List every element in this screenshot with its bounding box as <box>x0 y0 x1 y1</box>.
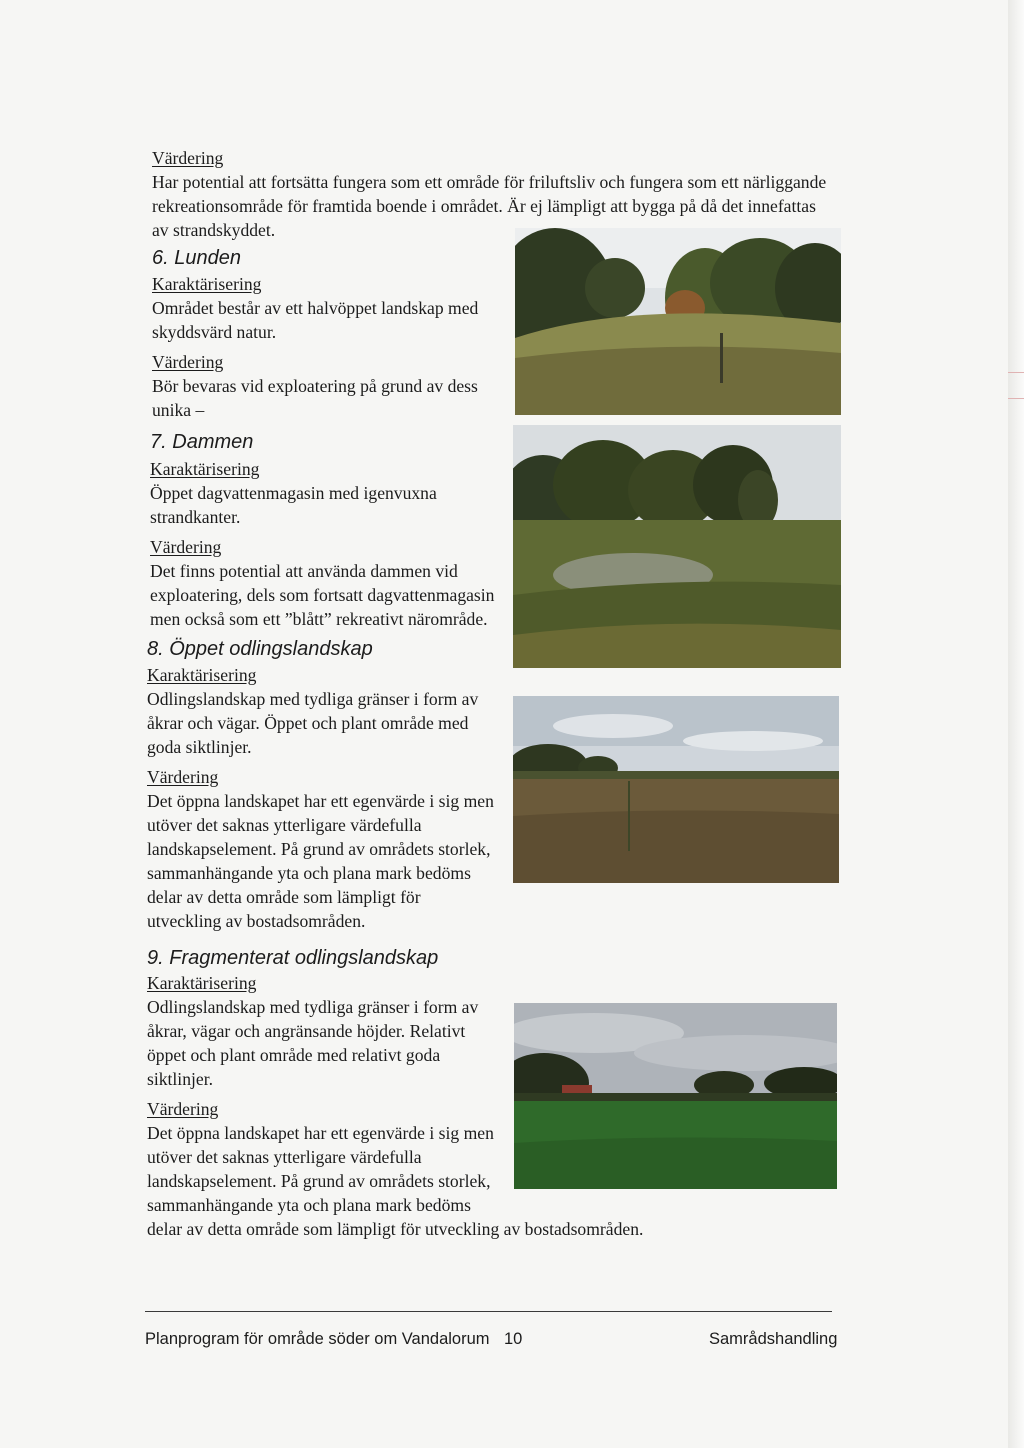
val-line: sammanhängande yta och plana mark bedöms <box>147 1195 471 1215</box>
section-heading: 7. Dammen <box>150 431 254 453</box>
val-line: Det öppna landskapet har ett egenvärde i sig men <box>147 1123 494 1143</box>
char-line: siktlinjer. <box>147 1069 213 1089</box>
val-line: delar av detta område som lämpligt för <box>147 887 421 907</box>
val-line: Det finns potential att använda dammen vid <box>150 561 458 581</box>
char-line: åkrar och vägar. Öppet och plant område med <box>147 713 469 733</box>
intro-line: Har potential att fortsätta fungera som ett område för friluftsliv och fungera som ett närliggande <box>152 172 827 192</box>
char-line: åkrar, vägar och angränsande höjder. Relativt <box>147 1021 466 1041</box>
char-line: skyddsvärd natur. <box>152 322 277 342</box>
photo-lunden <box>515 228 841 415</box>
char-line: Öppet dagvattenmagasin med igenvuxna <box>150 483 437 503</box>
section-heading: 6. Lunden <box>152 247 241 269</box>
footer-doc-type: Samrådshandling <box>709 1330 838 1348</box>
val-heading: Värdering <box>147 1099 219 1119</box>
val-line: utöver det saknas ytterligare värdefulla <box>147 1147 422 1167</box>
photo-dammen <box>513 425 841 668</box>
val-line: unika – <box>152 400 205 420</box>
val-heading: Värdering <box>147 767 219 787</box>
val-line: landskapselement. På grund av områdets storlek, <box>147 839 491 859</box>
val-heading: Värdering <box>150 537 222 557</box>
edge-mark <box>1008 398 1024 399</box>
val-line: exploatering, dels som fortsatt dagvattenmagasin <box>150 585 495 605</box>
char-line: goda siktlinjer. <box>147 737 252 757</box>
footer-title: Planprogram för område söder om Vandalorum <box>145 1330 490 1348</box>
page-number: 10 <box>504 1330 523 1348</box>
val-line: delar av detta område som lämpligt för utveckling av bostadsområden. <box>147 1219 644 1239</box>
footer-rule <box>145 1311 832 1312</box>
val-line: sammanhängande yta och plana mark bedöms <box>147 863 471 883</box>
photo-oppet-odlingslandskap <box>513 696 839 883</box>
val-line: utveckling av bostadsområden. <box>147 911 366 931</box>
val-line: utöver det saknas ytterligare värdefulla <box>147 815 422 835</box>
char-line: Odlingslandskap med tydliga gränser i form av <box>147 689 479 709</box>
val-line: men också som ett ”blått” rekreativt närområde. <box>150 609 488 629</box>
char-line: strandkanter. <box>150 507 241 527</box>
val-line: Bör bevaras vid exploatering på grund av dess <box>152 376 478 396</box>
page-edge <box>1008 0 1024 1448</box>
intro-line: av strandskyddet. <box>152 220 276 240</box>
char-line: öppet och plant område med relativt goda <box>147 1045 441 1065</box>
intro-heading: Värdering <box>152 148 224 168</box>
char-heading: Karaktärisering <box>152 274 262 294</box>
val-heading: Värdering <box>152 352 224 372</box>
section-heading: 8. Öppet odlingslandskap <box>147 638 373 660</box>
char-heading: Karaktärisering <box>147 973 257 993</box>
section-heading: 9. Fragmenterat odlingslandskap <box>147 947 439 969</box>
val-line: landskapselement. På grund av områdets storlek, <box>147 1171 491 1191</box>
val-line: Det öppna landskapet har ett egenvärde i sig men <box>147 791 494 811</box>
photo-fragmenterat-odlingslandskap <box>514 1003 837 1189</box>
char-line: Odlingslandskap med tydliga gränser i form av <box>147 997 479 1017</box>
intro-line: rekreationsområde för framtida boende i området. Är ej lämpligt att bygga på då det innefattas <box>152 196 816 216</box>
char-line: Området består av ett halvöppet landskap med <box>152 298 479 318</box>
char-heading: Karaktärisering <box>147 665 257 685</box>
edge-mark <box>1008 372 1024 373</box>
char-heading: Karaktärisering <box>150 459 260 479</box>
